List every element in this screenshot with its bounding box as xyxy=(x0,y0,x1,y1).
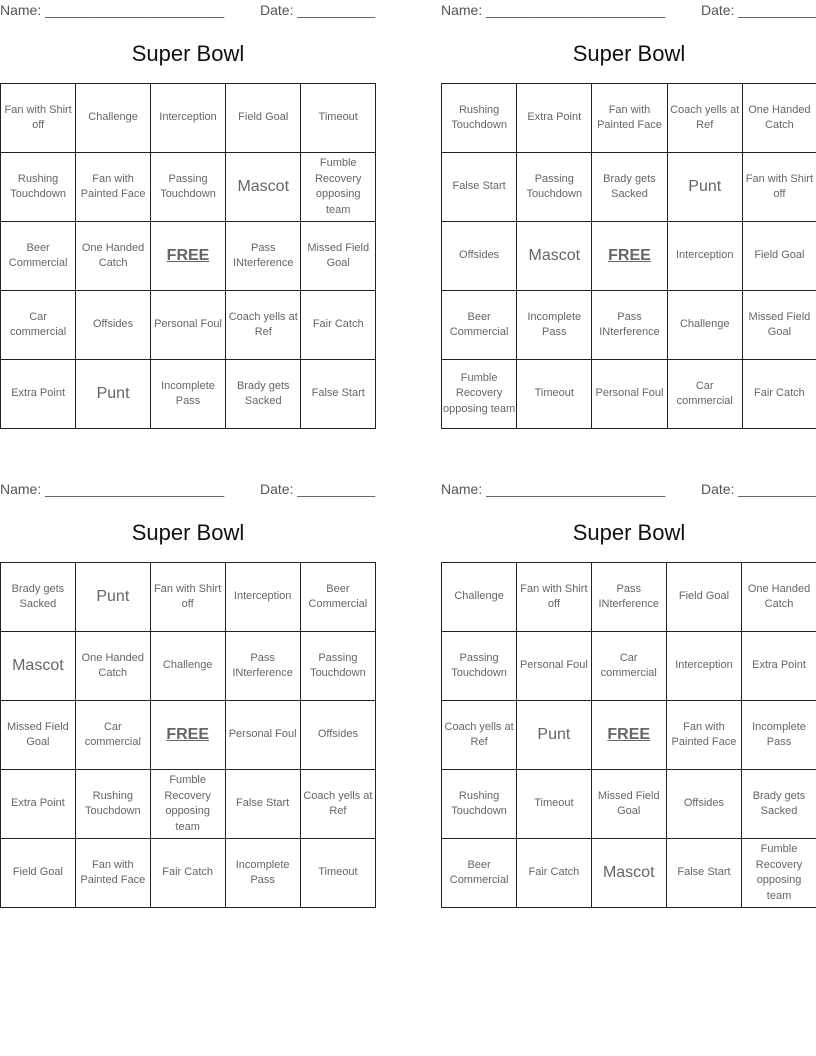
bingo-row xyxy=(442,632,816,701)
bingo-square: Missed Field Goal xyxy=(591,770,666,839)
card-title: Super Bowl xyxy=(572,520,686,545)
bingo-square: Personal Foul xyxy=(225,701,300,770)
bingo-row xyxy=(442,770,816,839)
bingo-square: Coach yells at Ref xyxy=(442,701,517,770)
bingo-square: Car commercial xyxy=(1,291,76,360)
bingo-card-4 xyxy=(441,479,816,902)
bingo-row xyxy=(1,222,376,291)
bingo-square: Rushing Touchdown xyxy=(1,153,76,222)
bingo-square: Interception xyxy=(150,84,225,153)
bingo-row xyxy=(1,839,376,908)
bingo-row xyxy=(442,153,816,222)
date-field-label: Date: __________ xyxy=(260,481,376,497)
bingo-square: Fair Catch xyxy=(742,360,816,429)
bingo-square: Rushing Touchdown xyxy=(75,770,150,839)
free-space: FREE xyxy=(591,701,666,770)
bingo-square: Fan with Painted Face xyxy=(666,701,741,770)
bingo-row xyxy=(1,701,376,770)
bingo-square: Interception xyxy=(225,563,300,632)
bingo-square: Fair Catch xyxy=(301,291,376,360)
bingo-square: Brady gets Sacked xyxy=(742,770,816,839)
bingo-square: Missed Field Goal xyxy=(301,222,376,291)
name-field-label: Name: _______________________ xyxy=(441,2,666,18)
bingo-square: Challenge xyxy=(442,563,517,632)
name-field-label: Name: _______________________ xyxy=(441,481,666,497)
bingo-square: Extra Point xyxy=(1,770,76,839)
card-title: Super Bowl xyxy=(131,520,245,545)
date-field-label: Date: __________ xyxy=(701,481,816,497)
bingo-square: False Start xyxy=(301,360,376,429)
bingo-square: Fumble Recovery opposing team xyxy=(150,770,225,839)
bingo-square: Car commercial xyxy=(75,701,150,770)
bingo-square: Passing Touchdown xyxy=(442,632,517,701)
bingo-row xyxy=(442,84,816,153)
bingo-row xyxy=(442,222,816,291)
bingo-square: Timeout xyxy=(300,839,375,908)
bingo-row xyxy=(1,291,376,360)
bingo-grid xyxy=(441,562,816,908)
bingo-square: Punt xyxy=(667,153,742,222)
bingo-square: Timeout xyxy=(517,360,592,429)
bingo-square: Missed Field Goal xyxy=(1,701,76,770)
bingo-square: Beer Commercial xyxy=(442,839,517,908)
bingo-square: Fumble Recovery opposing team xyxy=(301,153,376,222)
card-title: Super Bowl xyxy=(131,41,245,66)
bingo-square: Extra Point xyxy=(742,632,816,701)
bingo-row xyxy=(442,360,816,429)
bingo-square: One Handed Catch xyxy=(742,84,816,153)
card-title: Super Bowl xyxy=(572,41,686,66)
bingo-square: Personal Foul xyxy=(517,632,591,701)
bingo-square: Challenge xyxy=(76,84,151,153)
bingo-square: Fan with Painted Face xyxy=(76,153,151,222)
bingo-square: Mascot xyxy=(1,632,76,701)
bingo-row xyxy=(1,770,376,839)
bingo-square: Incomplete Pass xyxy=(225,839,300,908)
free-space: FREE xyxy=(150,701,225,770)
free-space: FREE xyxy=(592,222,667,291)
bingo-square: Fan with Shirt off xyxy=(742,153,816,222)
bingo-square: Fumble Recovery opposing team xyxy=(442,360,517,429)
bingo-square: Extra Point xyxy=(1,360,76,429)
bingo-row xyxy=(1,632,376,701)
bingo-square: Punt xyxy=(75,563,150,632)
bingo-grid xyxy=(441,83,816,429)
bingo-square: Incomplete Pass xyxy=(150,360,225,429)
bingo-square: Personal Foul xyxy=(592,360,667,429)
bingo-square: Mascot xyxy=(226,153,301,222)
bingo-grid xyxy=(0,562,376,908)
bingo-square: Rushing Touchdown xyxy=(442,84,517,153)
bingo-square: Interception xyxy=(667,222,742,291)
bingo-square: Challenge xyxy=(150,632,225,701)
bingo-square: Fair Catch xyxy=(517,839,591,908)
bingo-square: Passing Touchdown xyxy=(517,153,592,222)
date-field-label: Date: __________ xyxy=(701,2,816,18)
bingo-square: Personal Foul xyxy=(150,291,225,360)
bingo-square: Car commercial xyxy=(667,360,742,429)
bingo-card-2 xyxy=(441,0,816,415)
bingo-row xyxy=(442,291,816,360)
bingo-square: Pass INterference xyxy=(592,291,667,360)
bingo-square: Brady gets Sacked xyxy=(226,360,301,429)
bingo-square: Field Goal xyxy=(666,563,741,632)
bingo-row xyxy=(442,563,816,632)
bingo-row xyxy=(1,153,376,222)
bingo-square: Coach yells at Ref xyxy=(667,84,742,153)
bingo-square: Pass INterference xyxy=(226,222,301,291)
bingo-square: Beer Commercial xyxy=(1,222,76,291)
free-space: FREE xyxy=(150,222,225,291)
bingo-square: Passing Touchdown xyxy=(150,153,225,222)
bingo-square: False Start xyxy=(666,839,741,908)
bingo-square: Mascot xyxy=(517,222,592,291)
bingo-row xyxy=(442,839,816,908)
bingo-square: Punt xyxy=(517,701,591,770)
bingo-square: Mascot xyxy=(591,839,666,908)
bingo-square: Offsides xyxy=(76,291,151,360)
bingo-square: Timeout xyxy=(301,84,376,153)
bingo-square: False Start xyxy=(442,153,517,222)
bingo-square: Fan with Shirt off xyxy=(150,563,225,632)
bingo-square: Punt xyxy=(76,360,151,429)
bingo-row xyxy=(1,84,376,153)
bingo-row xyxy=(1,360,376,429)
bingo-square: Missed Field Goal xyxy=(742,291,816,360)
bingo-square: Coach yells at Ref xyxy=(300,770,375,839)
bingo-square: One Handed Catch xyxy=(75,632,150,701)
bingo-square: One Handed Catch xyxy=(76,222,151,291)
bingo-square: Passing Touchdown xyxy=(300,632,375,701)
bingo-square: Fan with Shirt off xyxy=(1,84,76,153)
bingo-square: Field Goal xyxy=(742,222,816,291)
bingo-square: One Handed Catch xyxy=(742,563,816,632)
bingo-square: Coach yells at Ref xyxy=(226,291,301,360)
bingo-square: Incomplete Pass xyxy=(742,701,816,770)
bingo-square: Fumble Recovery opposing team xyxy=(742,839,816,908)
bingo-card-3 xyxy=(0,479,376,886)
name-field-label: Name: _______________________ xyxy=(0,481,225,497)
bingo-square: Offsides xyxy=(442,222,517,291)
card-header xyxy=(0,479,376,501)
bingo-square: Car commercial xyxy=(591,632,666,701)
bingo-square: Brady gets Sacked xyxy=(1,563,76,632)
name-field-label: Name: _______________________ xyxy=(0,2,225,18)
bingo-square: False Start xyxy=(225,770,300,839)
bingo-row xyxy=(442,701,816,770)
bingo-square: Brady gets Sacked xyxy=(592,153,667,222)
bingo-square: Incomplete Pass xyxy=(517,291,592,360)
bingo-square: Field Goal xyxy=(226,84,301,153)
bingo-square: Pass INterference xyxy=(225,632,300,701)
bingo-card-1 xyxy=(0,0,376,407)
bingo-square: Beer Commercial xyxy=(300,563,375,632)
card-header xyxy=(441,479,816,501)
bingo-square: Field Goal xyxy=(1,839,76,908)
bingo-square: Pass INterference xyxy=(591,563,666,632)
bingo-square: Fan with Painted Face xyxy=(592,84,667,153)
bingo-square: Interception xyxy=(666,632,741,701)
bingo-grid xyxy=(0,83,376,429)
bingo-square: Timeout xyxy=(517,770,591,839)
bingo-square: Offsides xyxy=(300,701,375,770)
bingo-square: Rushing Touchdown xyxy=(442,770,517,839)
bingo-square: Fan with Painted Face xyxy=(75,839,150,908)
date-field-label: Date: __________ xyxy=(260,2,376,18)
bingo-square: Fair Catch xyxy=(150,839,225,908)
bingo-square: Beer Commercial xyxy=(442,291,517,360)
bingo-square: Offsides xyxy=(666,770,741,839)
bingo-square: Fan with Shirt off xyxy=(517,563,591,632)
card-header xyxy=(441,0,816,22)
bingo-square: Extra Point xyxy=(517,84,592,153)
card-header xyxy=(0,0,376,22)
bingo-row xyxy=(1,563,376,632)
bingo-square: Challenge xyxy=(667,291,742,360)
